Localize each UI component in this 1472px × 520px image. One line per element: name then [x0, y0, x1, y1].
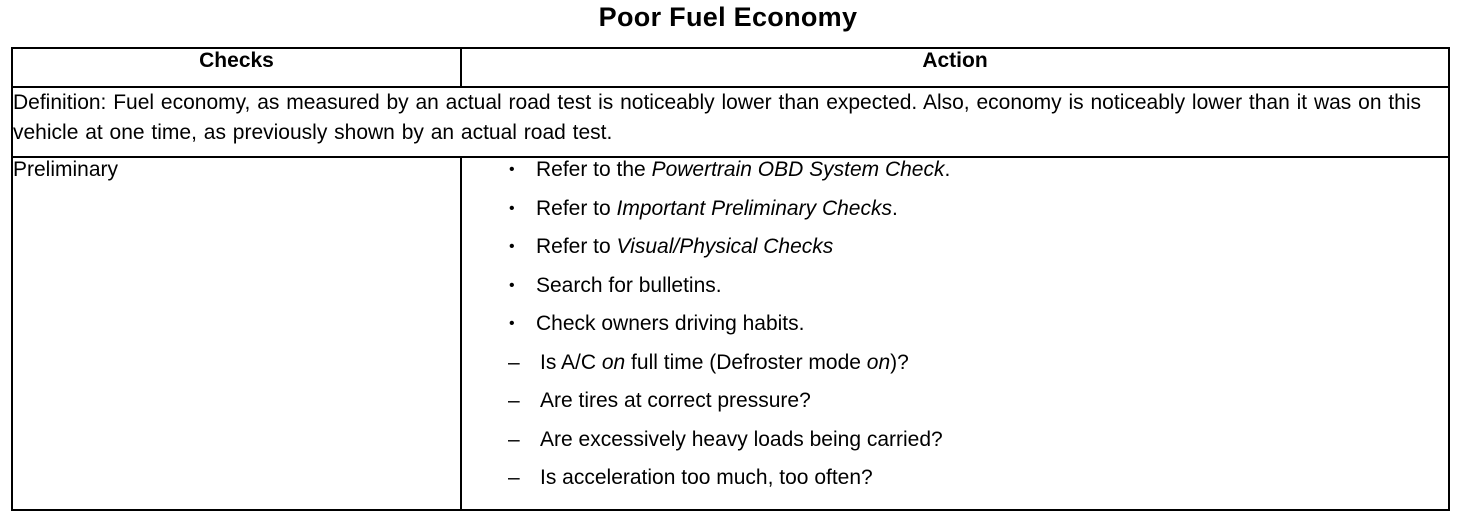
sub-action-list — [508, 351, 1448, 505]
bullet-icon: • — [509, 238, 515, 255]
header-row — [12, 48, 1449, 87]
bullet-icon: • — [509, 315, 515, 332]
reference-link: Powertrain OBD System Check — [651, 158, 945, 181]
action-column-header: Action — [461, 48, 1449, 87]
action-list — [462, 158, 1448, 505]
table-row — [12, 157, 1449, 510]
dash-icon: – — [508, 466, 520, 489]
sub-list-item: – Is acceleration too much, too often? — [508, 466, 873, 489]
list-item: • Check owners driving habits. — [509, 312, 805, 335]
list-item: • Search for bulletins. — [509, 273, 722, 297]
action-cell — [461, 157, 1449, 510]
checks-column-header: Checks — [12, 48, 461, 87]
dash-icon: – — [508, 350, 520, 374]
list-item: • Refer to Important Preliminary Checks. — [509, 196, 898, 220]
sub-list-container — [508, 351, 1448, 505]
list-item: • Refer to Visual/Physical Checks — [509, 235, 834, 258]
definition-row — [12, 87, 1449, 157]
dash-icon: – — [508, 389, 520, 412]
sub-list-item: – Are excessively heavy loads being carried? — [508, 427, 943, 451]
dash-icon: – — [508, 427, 520, 451]
document-title: Poor Fuel Economy — [598, 2, 858, 32]
sub-list-item: – Are tires at correct pressure? — [508, 389, 811, 412]
list-item: • Refer to the Powertrain OBD System Check. — [509, 158, 951, 181]
bullet-icon: • — [509, 199, 515, 217]
reference-link: Visual/Physical Checks — [616, 235, 834, 258]
diagnostic-table — [11, 47, 1450, 511]
bullet-icon: • — [509, 161, 515, 178]
sub-list-item: – Is A/C on full time (Defroster mode on)? — [508, 350, 909, 374]
check-cell: Preliminary — [12, 157, 461, 510]
reference-link: Important Preliminary Checks — [616, 196, 892, 220]
bullet-icon: • — [509, 276, 515, 294]
definition-text: Definition: Fuel economy, as measured by an actual road test is noticeably lower than expected. Also, economy is noticeably lower than it was on this vehicle at one time, as previously shown by an actual road test. — [12, 87, 1449, 157]
